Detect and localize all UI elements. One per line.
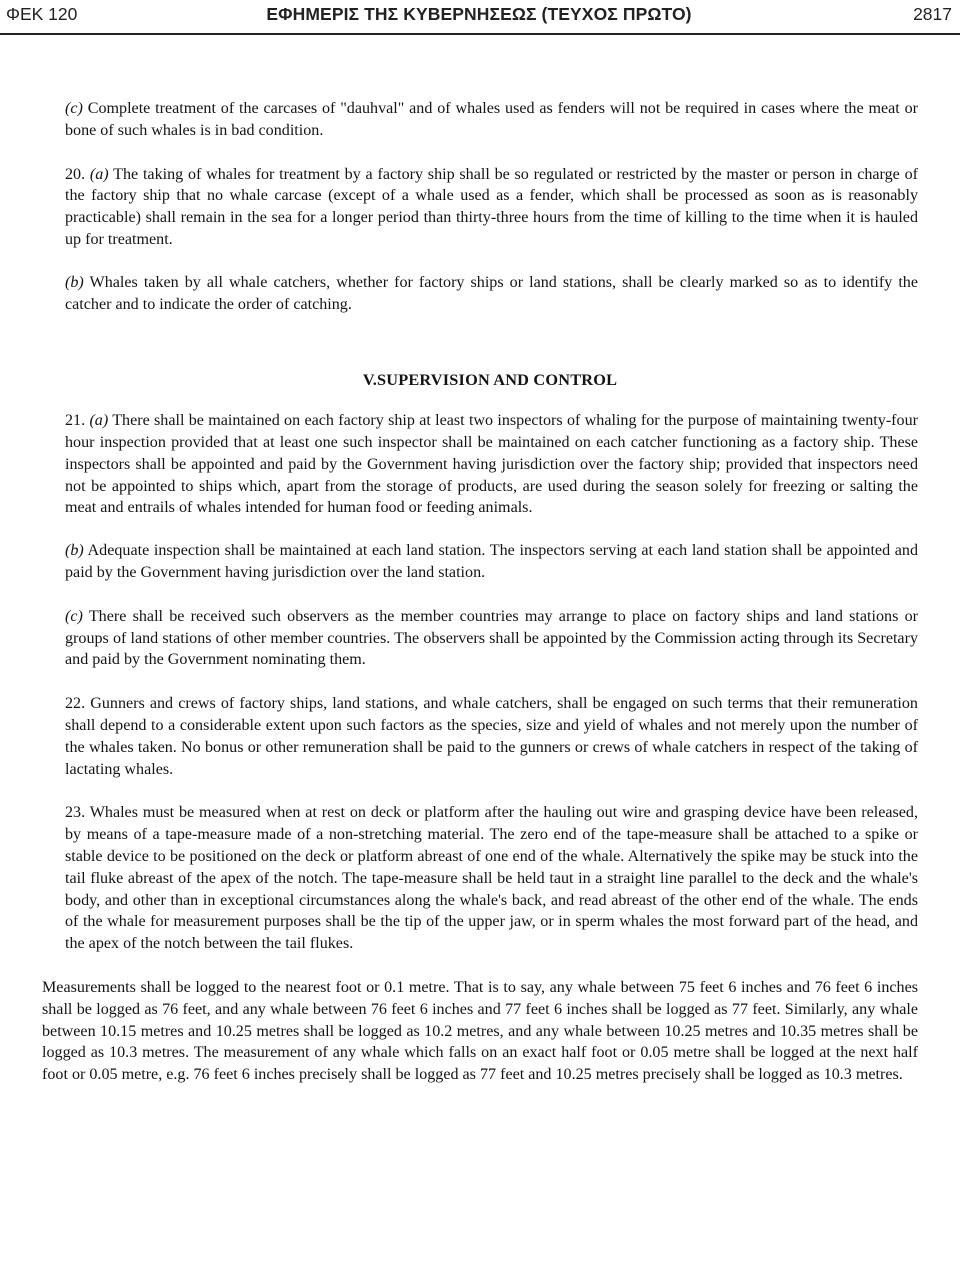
article-number: 21. <box>65 412 86 430</box>
page-number: 2817 <box>913 4 952 24</box>
section-heading: V.SUPERVISION AND CONTROL <box>362 370 618 390</box>
paragraph-20a <box>42 164 918 251</box>
item-marker: (a) <box>89 165 109 183</box>
article-number: 23. <box>65 804 86 822</box>
article-number: 22. <box>65 695 86 713</box>
paragraph-22 <box>42 693 918 780</box>
paragraph-21c <box>42 606 918 671</box>
paragraph-text: The taking of whales for treatment by a factory ship shall be so regulated or restricted by the master or person in charge of the factory ship that no whale carcase (except of a whale used as a fender, which shall be processed as soon as is reasonably practicable) shall remain in the sea for a longer period than thirty-three hours from the time of killing to the time when it is hauled up for treatment. <box>65 165 918 248</box>
paragraph-text: Complete treatment of the carcases of "dauhval" and of whales used as fenders will not be required in cases where the meat or bone of such whales is in bad condition. <box>65 100 918 139</box>
item-marker: (b) <box>65 542 84 560</box>
paragraph-23-measurements <box>42 977 918 1086</box>
paragraph-21b <box>42 540 918 584</box>
item-marker: (c) <box>65 100 83 117</box>
paragraph-21a <box>42 410 918 519</box>
document-body <box>42 98 918 1086</box>
paragraph-23 <box>42 802 918 955</box>
paragraph-text: There shall be maintained on each factory ship at least two inspectors of whaling for the purpose of maintaining twenty-four hour inspection provided that at least one such inspector shall be maintained on each catcher functioning as a factory ship. These inspectors shall be appointed and paid by the Government having jurisdiction over the factory ship; provided that inspectors need not be appointed to ships which, apart from the storage of products, are used during the season solely for freezing or salting the meat and entrails of whales intended for human food or feeding animals. <box>65 412 918 517</box>
paragraph-text: There shall be received such observers as the member countries may arrange to place on factory ships and land stations or groups of land stations of other member countries. The observers shall be appointed by the Commission acting through its Secretary and paid by the Government nominating them. <box>65 607 918 669</box>
article-number: 20. <box>65 165 86 183</box>
item-marker: (c) <box>65 607 83 625</box>
item-marker: (b) <box>65 273 84 291</box>
paragraph-text: Measurements shall be logged to the nearest foot or 0.1 metre. That is to say, any whale between 75 feet 6 inches and 76 feet 6 inches shall be logged as 76 feet, and any whale between 76 feet 6 inches and 77 feet 6 inches shall be logged as 77 feet. Similarly, any whale between 10.15 metres and 10.25 metres shall be logged as 10.2 metres, and any whale between 10.25 metres and 10.35 metres shall be logged as 10.3 metres. The measurement of any whale which falls on an exact half foot or 0.05 metre shall be logged at the next half foot or 0.05 metre, e.g. 76 feet 6 inches precisely shall be logged as 77 feet and 10.25 metres precisely shall be logged as 10.3 metres. <box>42 978 918 1084</box>
paragraph-text: Whales must be measured when at rest on deck or platform after the hauling out wire and grasping device have been released, by means of a tape-measure made of a non-stretching material. The zero end of the tape-measure shall be attached to a spike or stable device to be positioned on the deck or platform abreast of one end of the whale. Alternatively the spike may be stuck into the tail fluke abreast of the apex of the notch. The tape-measure shall be held taut in a straight line parallel to the deck and the whale's body, and other than in exceptional circumstances along the whale's back, and read abreast of the other end of the whale. The ends of the whale for measurement purposes shall be the tip of the upper jaw, or in sperm whales the most forward part of the head, and the apex of the notch between the tail flukes. <box>65 804 918 953</box>
item-marker: (a) <box>89 412 109 430</box>
paragraph-20b <box>42 272 918 316</box>
issue-number: ΦΕΚ 120 <box>6 4 78 24</box>
gazette-title: ΕΦΗΜΕΡΙΣ ΤΗΣ ΚΥΒΕΡΝΗΣΕΩΣ (ΤΕΥΧΟΣ ΠΡΩΤΟ) <box>266 4 692 24</box>
paragraph-text: Gunners and crews of factory ships, land stations, and whale catchers, shall be engaged on such terms that their remuneration shall depend to a considerable extent upon such factors as the species, size and yield of whales and not merely upon the number of the whales taken. No bonus or other remuneration shall be paid to the gunners or crews of whale catchers in respect of the taking of lactating whales. <box>65 695 918 778</box>
paragraph-text: Adequate inspection shall be maintained at each land station. The inspectors serving at each land station shall be appointed and paid by the Government having jurisdiction over the land station. <box>65 542 919 581</box>
header-rule <box>0 33 960 35</box>
paragraph-text: Whales taken by all whale catchers, whether for factory ships or land stations, shall be clearly marked so as to identify the catcher and to indicate the order of catching. <box>65 273 918 313</box>
page-header <box>6 4 952 30</box>
paragraph-19c <box>42 98 918 142</box>
